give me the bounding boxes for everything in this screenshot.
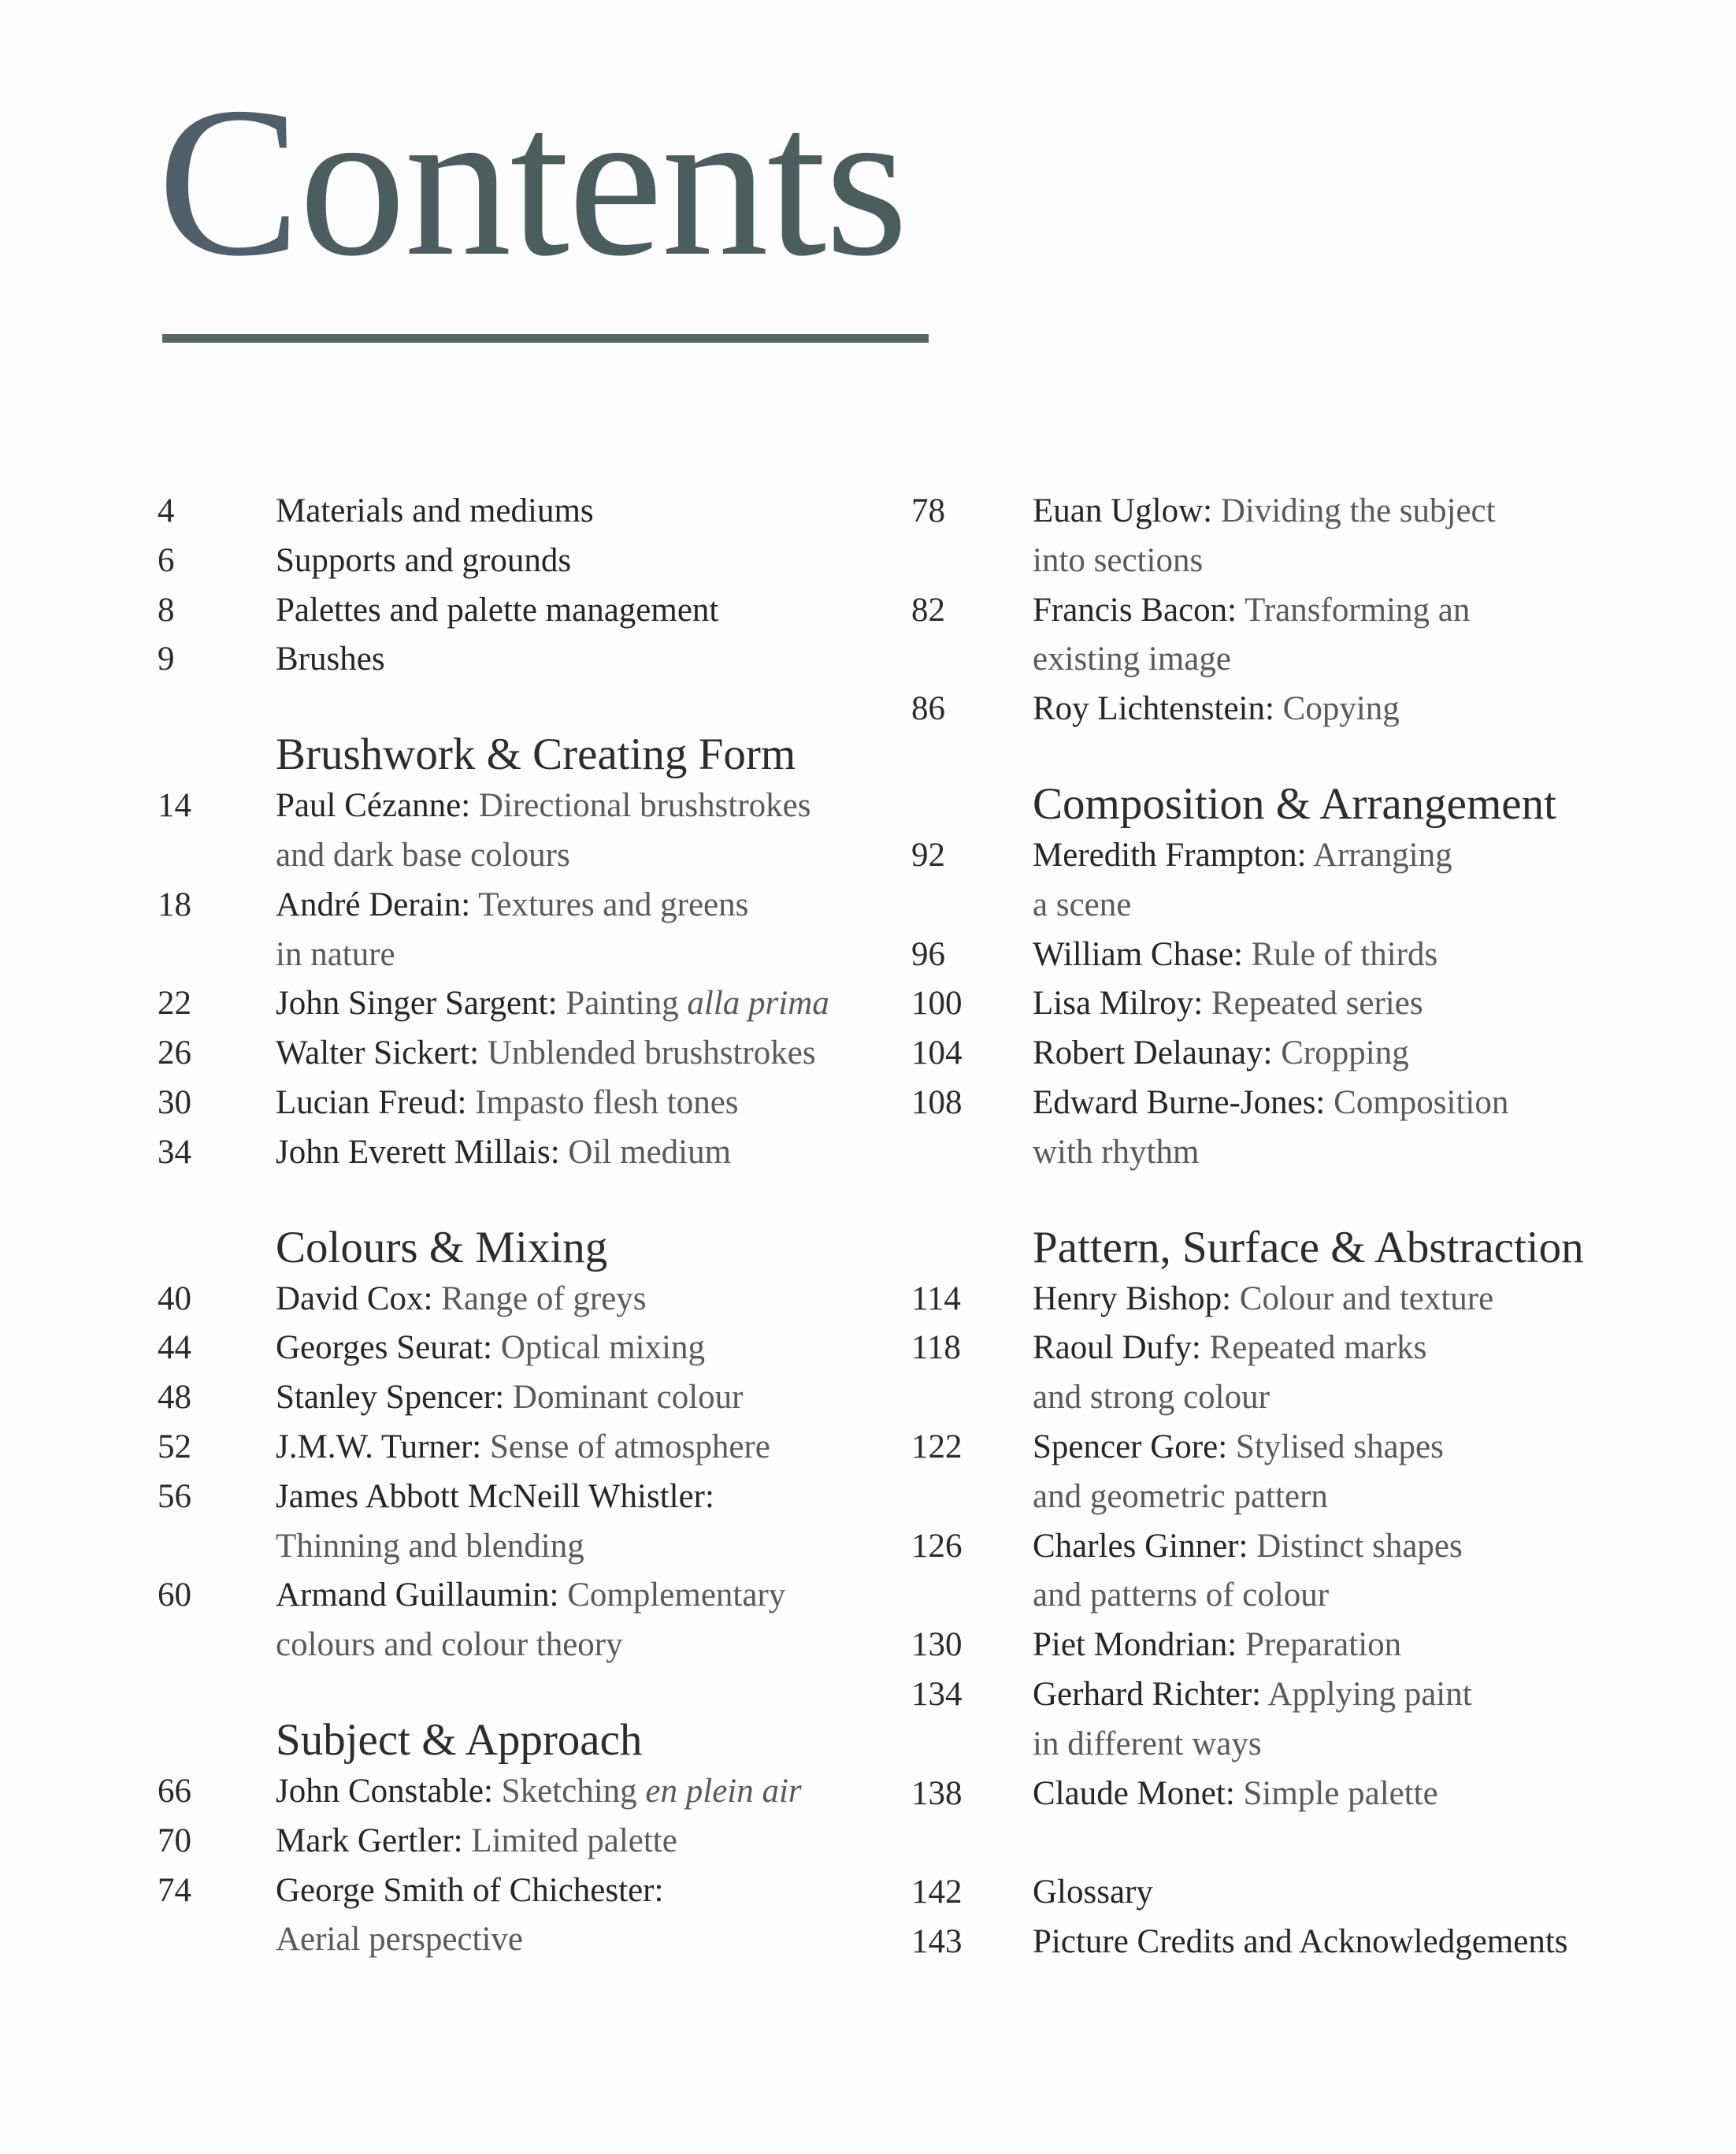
page-number: 108	[911, 1083, 963, 1121]
toc-entry[interactable]	[911, 1670, 1699, 1770]
entry-description: Repeated series	[1211, 985, 1423, 1023]
spacer	[911, 1818, 1699, 1868]
title-rest: ontents	[299, 63, 907, 300]
entry-description: and strong colour	[1033, 1379, 1270, 1417]
toc-entry[interactable]	[158, 979, 866, 1029]
entry-description: Colour and texture	[1239, 1279, 1494, 1317]
entry-title	[276, 1423, 866, 1473]
toc-entry[interactable]	[158, 1275, 866, 1324]
entry-description: Painting	[566, 985, 688, 1023]
toc-entry[interactable]	[911, 831, 1699, 930]
entry-title	[276, 881, 866, 980]
entry-description: Rule of thirds	[1251, 935, 1438, 973]
entry-title	[276, 979, 866, 1029]
entry-description: existing image	[1033, 641, 1231, 678]
artist-name: William Chase:	[1033, 935, 1252, 973]
page-number: 30	[158, 1083, 191, 1121]
entry-line	[1033, 685, 1699, 734]
entry-title	[276, 1275, 866, 1324]
toc-entry[interactable]	[158, 1817, 866, 1866]
entry-line	[1033, 1770, 1699, 1819]
page-number: 18	[158, 886, 191, 923]
artist-name: John Singer Sargent:	[276, 985, 566, 1023]
artist-name: George Smith of Chichester:	[276, 1871, 664, 1909]
entry-line	[1033, 1670, 1699, 1720]
entry-description: en plein air	[645, 1772, 802, 1810]
artist-name: Raoul Dufy:	[1033, 1329, 1210, 1367]
page-number: 104	[911, 1034, 963, 1072]
entry-description: in nature	[276, 935, 395, 973]
entry-description: Optical mixing	[500, 1329, 705, 1367]
toc-entry[interactable]	[911, 1423, 1699, 1522]
entry-line	[276, 1324, 866, 1373]
entry-description: Arranging	[1312, 836, 1452, 874]
entry-title	[1033, 1621, 1699, 1670]
entry-line	[1033, 635, 1699, 685]
page-number: 34	[158, 1133, 191, 1171]
artist-name: Euan Uglow:	[1033, 492, 1221, 529]
page-number: 96	[911, 935, 945, 973]
entry-line	[1033, 1324, 1699, 1373]
page-number: 118	[911, 1329, 961, 1367]
entry-description: alla prima	[687, 985, 829, 1023]
page-number: 122	[911, 1428, 963, 1465]
entry-description: Stylised shapes	[1235, 1428, 1444, 1465]
entry-description: Textures and greens	[478, 886, 749, 923]
entry-title	[1033, 1423, 1699, 1522]
entry-line	[1033, 1571, 1699, 1621]
entry-line	[276, 1522, 866, 1572]
entry-description: Aerial perspective	[276, 1921, 523, 1959]
entry-description: Dividing the subject	[1220, 492, 1496, 529]
entry-title	[276, 1373, 866, 1423]
entry-line	[276, 586, 866, 636]
entry-title	[1033, 930, 1699, 980]
entry-description: Preparation	[1245, 1626, 1402, 1664]
entry-line	[276, 1275, 866, 1324]
artist-name: Meredith Frampton:	[1033, 836, 1313, 874]
entry-description: Thinning and blending	[276, 1527, 584, 1565]
page-number: 48	[158, 1379, 191, 1417]
entry-title	[1033, 1029, 1699, 1079]
page-number: 52	[158, 1428, 191, 1465]
entry-description: and geometric pattern	[1033, 1477, 1328, 1515]
entry-title	[276, 1571, 866, 1670]
entry-line	[1033, 1621, 1699, 1670]
entry-title	[276, 1324, 866, 1373]
toc-entry[interactable]	[158, 1324, 866, 1373]
entry-title	[276, 1128, 866, 1178]
entry-line	[1033, 1720, 1699, 1770]
entry-description: Unblended brushstrokes	[487, 1034, 816, 1072]
artist-name: John Constable:	[276, 1772, 502, 1810]
entry-title	[276, 782, 866, 881]
entry-title	[1033, 1918, 1699, 1967]
entry-description: Distinct shapes	[1256, 1527, 1463, 1565]
entry-title	[276, 537, 866, 586]
toc-entry[interactable]	[911, 1275, 1699, 1324]
entry-line	[1033, 487, 1699, 537]
entry-line	[276, 1767, 866, 1817]
title-rule	[162, 334, 929, 343]
entry-description: Limited palette	[471, 1822, 677, 1859]
page-number: 4	[158, 492, 175, 529]
page-number: 82	[911, 591, 945, 629]
entry-description: Dominant colour	[512, 1379, 744, 1417]
page-number: 100	[911, 985, 963, 1023]
entry-description: Repeated marks	[1209, 1329, 1427, 1367]
entry-line	[276, 1373, 866, 1423]
page-number: 44	[158, 1329, 191, 1367]
entry-line	[276, 537, 866, 586]
toc-entry[interactable]	[158, 1571, 866, 1670]
page-number: 26	[158, 1034, 191, 1072]
entry-title	[276, 1817, 866, 1866]
entry-title	[1033, 1670, 1699, 1770]
entry-title	[1033, 831, 1699, 930]
entry-line	[276, 1029, 866, 1079]
page-number: 143	[911, 1922, 963, 1960]
artist-name: Charles Ginner:	[1033, 1527, 1257, 1565]
artist-name: Gerhard Richter:	[1033, 1675, 1268, 1713]
entry-line	[1033, 1275, 1699, 1324]
entry-line	[276, 1473, 866, 1522]
page-number: 56	[158, 1477, 191, 1515]
entry-line	[276, 1128, 866, 1178]
artist-name: Georges Seurat:	[276, 1329, 501, 1367]
toc-entry[interactable]	[158, 487, 866, 537]
entry-line	[276, 1817, 866, 1866]
toc-entry[interactable]	[158, 537, 866, 586]
section-heading: Colours & Mixing	[276, 1222, 608, 1272]
entry-line	[1033, 586, 1699, 636]
artist-name: John Everett Millais:	[276, 1133, 569, 1171]
page-number: 8	[158, 591, 175, 629]
toc-entry[interactable]	[911, 930, 1699, 980]
entry-line	[276, 1866, 866, 1916]
page-number: 66	[158, 1772, 191, 1810]
entry-line	[276, 782, 866, 831]
artist-name: Palettes and palette management	[276, 591, 719, 629]
page-number: 130	[911, 1626, 963, 1664]
entry-title	[276, 586, 866, 636]
artist-name: Supports and grounds	[276, 541, 572, 579]
entry-description: Directional brushstrokes	[478, 787, 811, 825]
entry-line	[1033, 1423, 1699, 1473]
entry-title	[276, 1767, 866, 1817]
toc-entry[interactable]	[911, 487, 1699, 586]
page-number: 14	[158, 787, 191, 825]
artist-name: Lisa Milroy:	[1033, 985, 1211, 1023]
toc-entry[interactable]	[158, 1423, 866, 1473]
entry-line	[276, 1621, 866, 1670]
entry-line	[276, 1079, 866, 1128]
artist-name: Paul Cézanne:	[276, 787, 479, 825]
artist-name: Claude Monet:	[1033, 1774, 1244, 1812]
entry-description: Composition	[1334, 1083, 1509, 1121]
entry-line	[1033, 1128, 1699, 1178]
toc-entry[interactable]	[911, 1324, 1699, 1423]
entry-title	[276, 635, 866, 685]
toc-entry[interactable]	[911, 1770, 1699, 1819]
entry-line	[1033, 881, 1699, 930]
entry-line	[1033, 979, 1699, 1029]
artist-name: Roy Lichtenstein:	[1033, 690, 1283, 728]
page-number: 78	[911, 492, 945, 529]
entry-line	[1033, 1079, 1699, 1128]
section-heading: Brushwork & Creating Form	[276, 730, 796, 780]
artist-name: Materials and mediums	[276, 492, 594, 529]
entry-title	[1033, 1770, 1699, 1819]
entry-title	[1033, 1868, 1699, 1918]
entry-description: Cropping	[1281, 1034, 1409, 1072]
artist-name: Walter Sickert:	[276, 1034, 488, 1072]
entry-title	[1033, 1324, 1699, 1423]
artist-name: Edward Burne-Jones:	[1033, 1083, 1334, 1121]
toc-column-right	[911, 487, 1699, 1967]
entry-title	[276, 1866, 866, 1966]
entry-title	[1033, 1275, 1699, 1324]
page-number: 86	[911, 690, 945, 728]
entry-description: Impasto flesh tones	[475, 1083, 739, 1121]
entry-description: in different ways	[1033, 1725, 1262, 1762]
entry-line	[1033, 1918, 1699, 1967]
toc-entry[interactable]	[158, 635, 866, 685]
page-number: 9	[158, 641, 175, 678]
entry-line	[276, 487, 866, 537]
entry-line	[1033, 831, 1699, 881]
page-number: 40	[158, 1279, 191, 1317]
artist-name: Armand Guillaumin:	[276, 1577, 568, 1614]
section-heading: Composition & Arrangement	[1033, 778, 1556, 829]
artist-name: Stanley Spencer:	[276, 1379, 513, 1417]
artist-name: James Abbott McNeill Whistler:	[276, 1477, 714, 1515]
toc-entry[interactable]	[911, 1918, 1699, 1967]
page-number: 70	[158, 1822, 191, 1859]
page-number: 22	[158, 985, 191, 1023]
toc-entry[interactable]	[911, 685, 1699, 734]
section-heading: Pattern, Surface & Abstraction	[1033, 1222, 1584, 1272]
artist-name: Spencer Gore:	[1033, 1428, 1236, 1465]
toc-entry[interactable]	[158, 782, 866, 881]
toc-entry[interactable]	[158, 1866, 866, 1966]
page-number: 142	[911, 1874, 963, 1911]
entry-description: and patterns of colour	[1033, 1577, 1330, 1614]
entry-line	[276, 930, 866, 980]
artist-name: David Cox:	[276, 1279, 442, 1317]
toc-column-left	[158, 487, 866, 1965]
entry-line	[276, 979, 866, 1029]
entry-description: a scene	[1033, 886, 1132, 923]
toc-entry[interactable]	[158, 1079, 866, 1128]
entry-line	[1033, 1029, 1699, 1079]
entry-line	[1033, 1373, 1699, 1423]
entry-description: and dark base colours	[276, 836, 570, 874]
entry-line	[276, 881, 866, 930]
page-number: 74	[158, 1871, 191, 1909]
toc-entry[interactable]	[911, 1079, 1699, 1178]
toc-entry[interactable]	[911, 586, 1699, 685]
entry-description: Sense of atmosphere	[490, 1428, 770, 1465]
entry-description: Complementary	[567, 1577, 786, 1614]
page-number: 114	[911, 1279, 961, 1317]
title-initial: C	[158, 63, 299, 300]
entry-title	[276, 487, 866, 537]
entry-line	[1033, 1522, 1699, 1572]
entry-description: with rhythm	[1033, 1133, 1200, 1171]
artist-name: Robert Delaunay:	[1033, 1034, 1282, 1072]
toc-entry[interactable]	[158, 881, 866, 980]
entry-title	[276, 1079, 866, 1128]
page-title	[158, 63, 907, 300]
entry-line	[1033, 537, 1699, 586]
page-number: 138	[911, 1774, 963, 1812]
entry-line	[276, 1423, 866, 1473]
entry-description: Simple palette	[1243, 1774, 1438, 1812]
toc-entry[interactable]	[911, 1868, 1699, 1918]
entry-title	[1033, 487, 1699, 586]
entry-title	[1033, 685, 1699, 734]
entry-description: Oil medium	[568, 1133, 732, 1171]
artist-name: Piet Mondrian:	[1033, 1626, 1245, 1664]
toc-entry[interactable]	[158, 1029, 866, 1079]
entry-line	[1033, 1868, 1699, 1918]
artist-name: Lucian Freud:	[276, 1083, 476, 1121]
entry-description: Sketching	[501, 1772, 646, 1810]
entry-line	[1033, 1473, 1699, 1522]
entry-line	[1033, 930, 1699, 980]
toc-entry[interactable]	[911, 1029, 1699, 1079]
entry-line	[276, 831, 866, 881]
page-number: 126	[911, 1527, 963, 1565]
entry-title	[1033, 586, 1699, 685]
entry-description: into sections	[1033, 541, 1204, 579]
toc-entry[interactable]	[158, 1373, 866, 1423]
entry-title	[276, 1473, 866, 1572]
toc-entry[interactable]	[158, 1128, 866, 1178]
entry-title	[1033, 979, 1699, 1029]
toc-entry[interactable]	[158, 1767, 866, 1817]
page-number: 134	[911, 1675, 963, 1713]
toc-entry[interactable]	[911, 979, 1699, 1029]
entry-description: Applying paint	[1267, 1675, 1472, 1713]
entry-title	[1033, 1522, 1699, 1621]
section-heading: Subject & Approach	[276, 1714, 643, 1765]
entry-description: Copying	[1282, 690, 1400, 728]
toc-entry[interactable]	[911, 1522, 1699, 1621]
artist-name: J.M.W. Turner:	[276, 1428, 491, 1465]
entry-line	[276, 1571, 866, 1621]
toc-entry[interactable]	[158, 586, 866, 636]
entry-line	[276, 635, 866, 685]
page-number: 60	[158, 1577, 191, 1614]
toc-entry[interactable]	[158, 1473, 866, 1572]
toc-entry[interactable]	[911, 1621, 1699, 1670]
artist-name: Brushes	[276, 641, 385, 678]
entry-title	[1033, 1079, 1699, 1178]
artist-name: André Derain:	[276, 886, 479, 923]
artist-name: Francis Bacon:	[1033, 591, 1245, 629]
artist-name: Mark Gertler:	[276, 1822, 472, 1859]
artist-name: Henry Bishop:	[1033, 1279, 1240, 1317]
entry-description: Transforming an	[1245, 591, 1471, 629]
page-number: 6	[158, 541, 175, 579]
artist-name: Picture Credits and Acknowledgements	[1033, 1922, 1568, 1960]
entry-line	[276, 1915, 866, 1965]
artist-name: Glossary	[1033, 1874, 1153, 1911]
entry-description: Range of greys	[441, 1279, 647, 1317]
entry-title	[276, 1029, 866, 1079]
page-number: 92	[911, 836, 945, 874]
entry-description: colours and colour theory	[276, 1626, 623, 1664]
